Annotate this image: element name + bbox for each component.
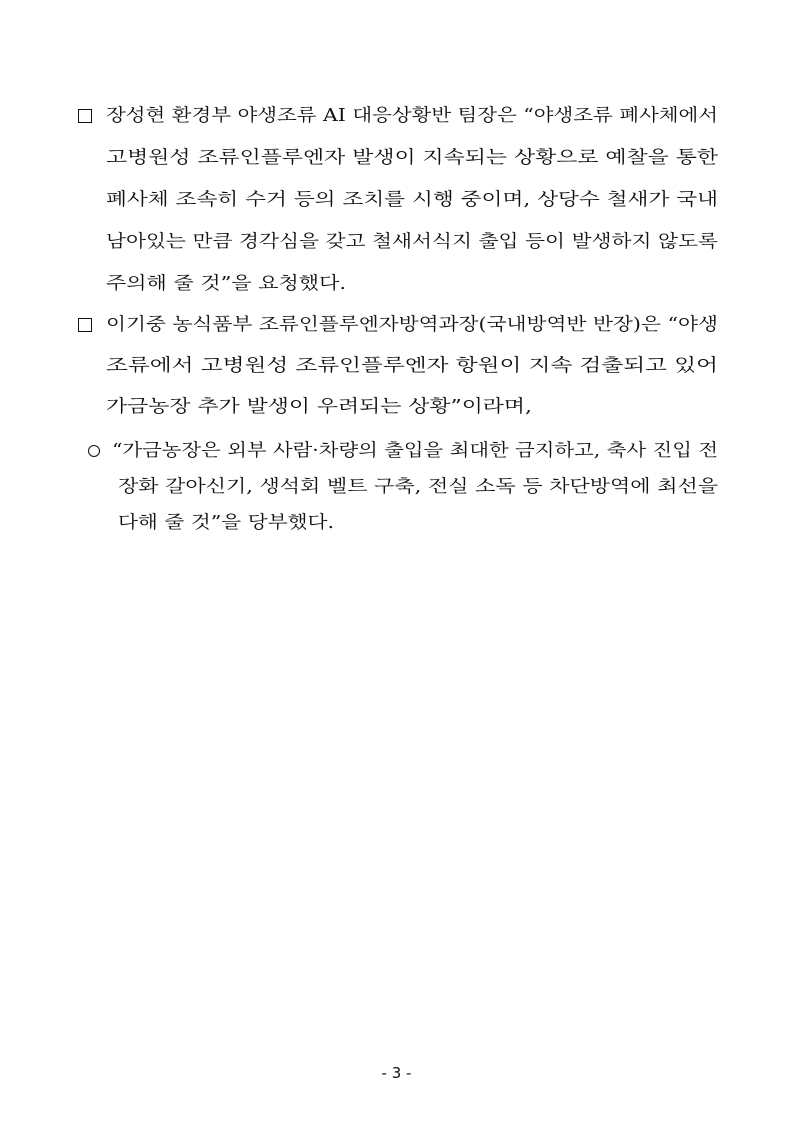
paragraph-2 — [78, 313, 718, 423]
text-line: 다해 줄 것”을 당부했다. — [118, 513, 334, 533]
text-line: 남아있는 만큼 경각심을 갖고 철새서식지 출입 등이 발생하지 않도록 — [106, 232, 718, 252]
text-line: 고병원성 조류인플루엔자 발생이 지속되는 상황으로 예찰을 통한 — [106, 148, 718, 168]
sub-paragraph-1 — [88, 439, 720, 549]
text-line: 가금농장 추가 발생이 우려되는 상황”이라며, — [106, 397, 532, 417]
text-line: 장성현 환경부 야생조류 AI 대응상황반 팀장은 “야생조류 폐사체에서 — [106, 106, 718, 126]
page-number: - 3 - — [381, 1064, 412, 1082]
text-line: “가금농장은 외부 사람·차량의 출입을 최대한 금지하고, 축사 진입 전 — [112, 441, 718, 461]
paragraph-1 — [78, 104, 718, 294]
text-line: 조류에서 고병원성 조류인플루엔자 항원이 지속 검출되고 있어 — [106, 356, 718, 376]
square-bullet-icon — [78, 109, 92, 123]
square-bullet-icon — [78, 318, 92, 332]
text-line: 장화 갈아신기, 생석회 벨트 구축, 전실 소독 등 차단방역에 최선을 — [118, 477, 718, 497]
circle-bullet-icon — [88, 445, 100, 457]
text-line: 폐사체 조속히 수거 등의 조치를 시행 중이며, 상당수 철새가 국내 — [106, 190, 718, 210]
text-line: 이기중 농식품부 조류인플루엔자방역과장(국내방역반 반장)은 “야생 — [106, 315, 718, 335]
text-line: 주의해 줄 것”을 요청했다. — [106, 274, 346, 294]
